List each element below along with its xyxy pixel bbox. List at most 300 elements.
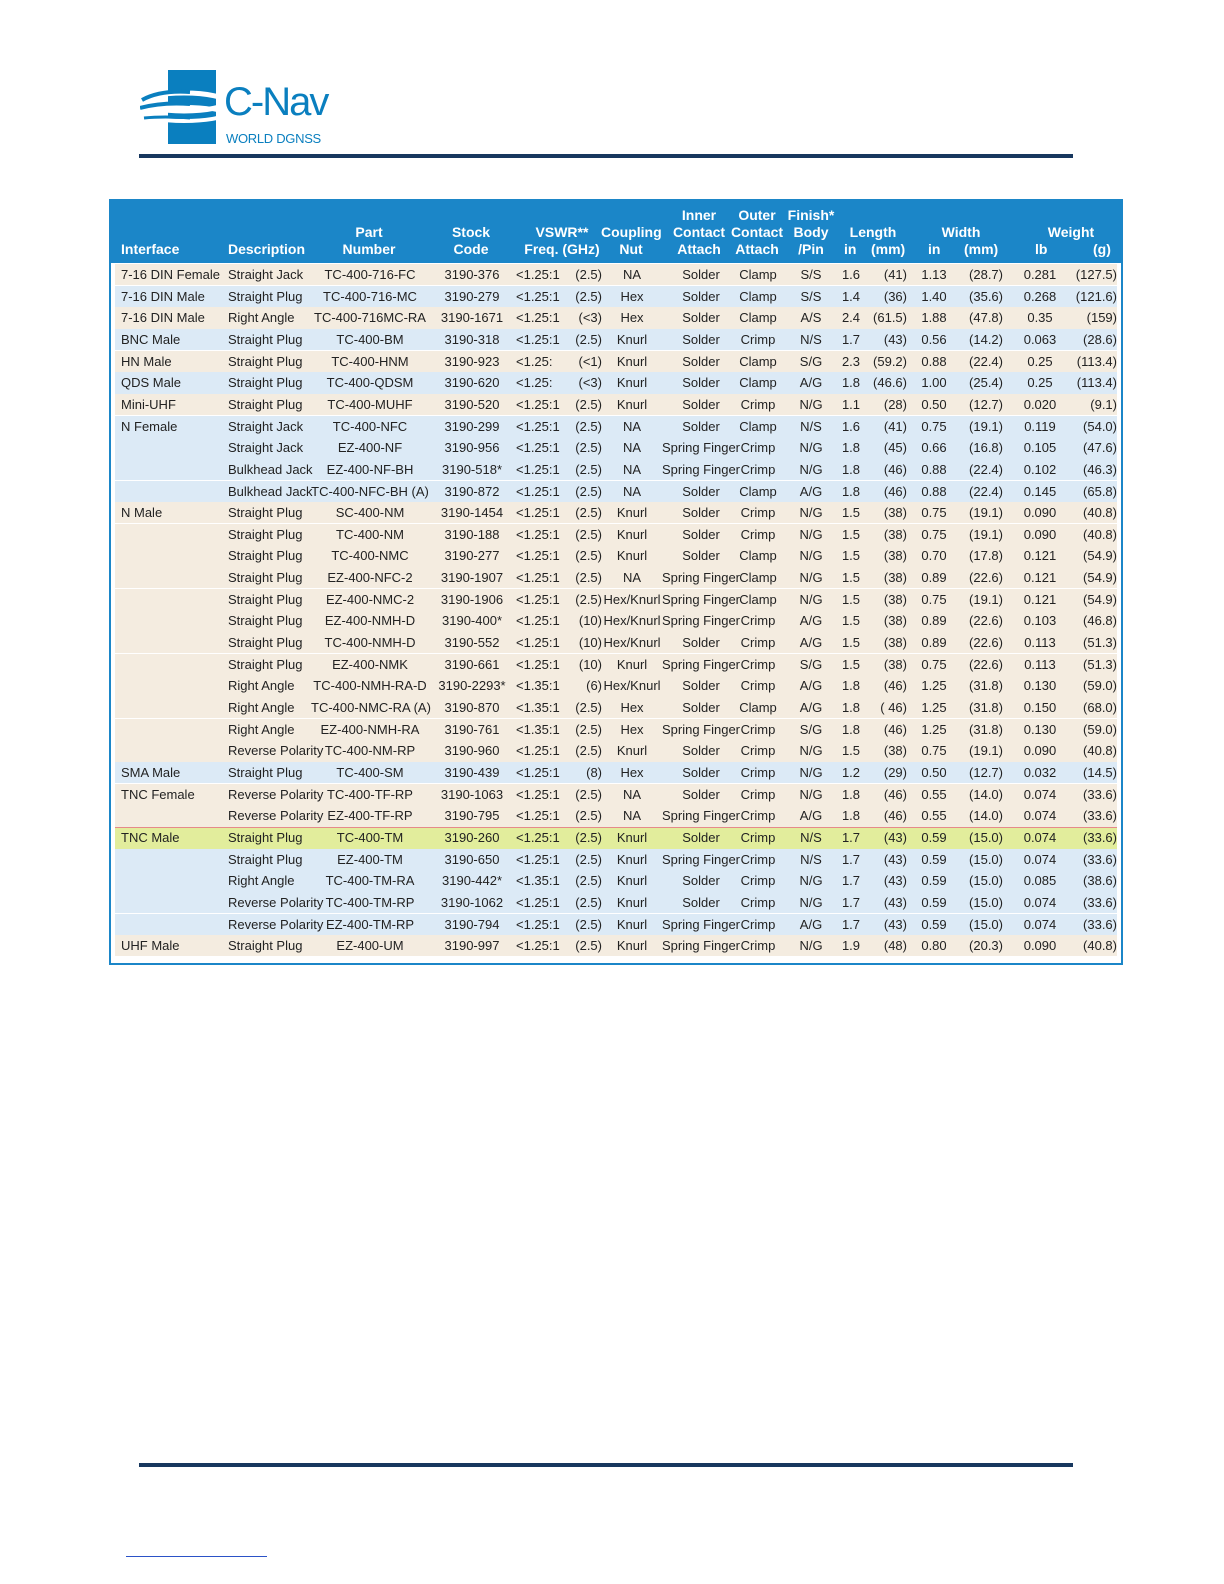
cell-wmm: (28.7) [969, 267, 1003, 282]
cell-nut: NA [622, 461, 642, 477]
cell-wmm: (15.0) [969, 851, 1003, 867]
cell-outer: Crimp [740, 938, 776, 954]
table-row [111, 784, 1121, 806]
cell-outer: Clamp [739, 700, 777, 715]
cell-freq: (2.5) [575, 786, 602, 802]
cell-stock: 3190-1907 [440, 570, 504, 586]
cell-vswr: <1.25:1 [516, 764, 560, 780]
cell-freq: (2.5) [575, 267, 602, 282]
cell-lin: 1.5 [841, 743, 861, 759]
cell-finish: N/G [799, 505, 823, 521]
cell-part: TC-400-NFC [332, 418, 408, 434]
cell-freq: (<3) [578, 310, 602, 326]
cell-iface: N Male [121, 505, 163, 521]
cell-lb: 0.020 [1023, 396, 1057, 412]
cell-g: (33.6) [1083, 894, 1117, 910]
cell-win: 0.89 [921, 635, 947, 651]
cell-stock: 3190-1062 [440, 894, 504, 910]
cell-part: TC-400-SM [336, 764, 404, 780]
cell-wmm: (14.0) [969, 786, 1003, 802]
cell-desc: Straight Plug [228, 570, 303, 586]
header-description: Description [228, 241, 306, 257]
cell-lb: 0.074 [1023, 786, 1057, 802]
cell-outer: Crimp [740, 526, 776, 542]
cell-part: TC-400-NMH-D [324, 635, 416, 651]
cell-inner: Spring Finger [661, 808, 741, 824]
header-inner-contact: Inner Contact Attach [672, 207, 726, 257]
cell-vswr: <1.25:1 [516, 483, 560, 499]
cell-vswr: <1.25:1 [516, 786, 560, 802]
cell-desc: Straight Plug [228, 829, 303, 845]
cell-nut: Knurl [616, 829, 648, 845]
table-row [111, 632, 1121, 654]
cell-lb: 0.074 [1023, 916, 1057, 932]
cell-g: (59.0) [1083, 721, 1117, 737]
cell-freq: (2.5) [575, 894, 602, 910]
cell-inner: Spring Finger [661, 591, 741, 607]
table-row [111, 654, 1121, 676]
cell-nut: Hex/Knurl [603, 635, 661, 651]
cell-wmm: (19.1) [969, 526, 1003, 542]
cell-wmm: (22.4) [969, 353, 1003, 369]
cell-desc: Reverse Polarity [228, 786, 324, 802]
cell-finish: S/G [799, 656, 823, 672]
cell-stock: 3190-400* [442, 613, 502, 629]
cell-freq: (2.5) [575, 916, 602, 932]
cell-wmm: (35.6) [969, 288, 1003, 304]
cell-g: (28.6) [1083, 331, 1117, 347]
cell-lin: 1.7 [841, 916, 861, 932]
cell-finish: N/S [800, 829, 822, 845]
cell-desc: Right Angle [228, 873, 295, 889]
cell-lin: 1.8 [841, 786, 861, 802]
cell-win: 0.59 [921, 873, 947, 889]
cell-lmm: (38) [883, 570, 907, 586]
cell-g: (33.6) [1083, 808, 1117, 824]
cell-outer: Crimp [740, 873, 776, 889]
cell-finish: N/G [799, 526, 823, 542]
cell-part: TC-400-QDSM [326, 375, 414, 391]
cell-vswr: <1.25: [516, 375, 553, 391]
cell-freq: (2.5) [575, 440, 602, 456]
cell-win: 0.75 [921, 656, 947, 672]
cell-inner: Solder [682, 635, 720, 651]
cell-nut: Knurl [616, 916, 648, 932]
cell-win: 0.59 [921, 829, 947, 845]
cell-stock: 3190-376 [444, 267, 500, 282]
cell-desc: Straight Plug [228, 591, 303, 607]
cell-lin: 1.8 [841, 808, 861, 824]
cell-stock: 3190-2293* [438, 678, 506, 694]
cell-nut: Hex [620, 764, 644, 780]
cell-lb: 0.25 [1027, 375, 1053, 391]
cell-lb: 0.25 [1027, 353, 1053, 369]
cell-lmm: (38) [883, 526, 907, 542]
table-row [111, 892, 1121, 914]
cell-iface: 7-16 DIN Male [121, 288, 205, 304]
cell-g: (65.8) [1083, 483, 1117, 499]
cell-nut: NA [622, 570, 642, 586]
table-row [111, 935, 1121, 957]
cell-lmm: (38) [883, 656, 907, 672]
cell-outer: Clamp [739, 288, 777, 304]
cell-g: (46.3) [1083, 461, 1117, 477]
cell-nut: Knurl [616, 548, 648, 564]
cell-g: (54.9) [1083, 570, 1117, 586]
cell-win: 0.88 [921, 483, 947, 499]
cell-g: (9.1) [1090, 396, 1117, 412]
cell-desc: Straight Plug [228, 764, 303, 780]
header-stock: Stock Code [451, 224, 491, 257]
cell-lin: 1.5 [841, 505, 861, 521]
cell-vswr: <1.25:1 [516, 938, 560, 954]
cell-nut: Knurl [616, 743, 648, 759]
cell-vswr: <1.25:1 [516, 288, 560, 304]
cell-win: 0.66 [921, 440, 947, 456]
cell-iface: TNC Female [121, 786, 195, 802]
table-row [111, 545, 1121, 567]
cell-vswr: <1.25:1 [516, 894, 560, 910]
cell-lb: 0.113 [1024, 656, 1056, 672]
cell-finish: N/G [799, 786, 823, 802]
table-row [111, 307, 1121, 329]
cell-part: TC-400-NM [336, 526, 404, 542]
header-weight: Weight [1047, 224, 1095, 240]
cell-lin: 1.7 [841, 894, 861, 910]
cell-part: TC-400-716-FC [324, 267, 416, 282]
cell-finish: N/G [799, 548, 823, 564]
cell-finish: N/G [799, 591, 823, 607]
cell-vswr: <1.25: [516, 353, 553, 369]
header-width-in: in [928, 241, 941, 257]
table-row [111, 719, 1121, 741]
cell-freq: (2.5) [575, 483, 602, 499]
cell-finish: N/G [799, 873, 823, 889]
cell-desc: Straight Plug [228, 613, 303, 629]
cell-nut: Hex [620, 310, 644, 326]
table-row [111, 351, 1121, 373]
cell-lin: 1.6 [841, 418, 861, 434]
cell-outer: Clamp [739, 267, 777, 282]
cell-g: (54.9) [1083, 591, 1117, 607]
cell-freq: (<3) [578, 375, 602, 391]
cell-finish: N/G [799, 894, 823, 910]
cell-part: EZ-400-NFC-2 [327, 570, 413, 586]
cell-inner: Spring Finger [661, 461, 741, 477]
cell-wmm: (12.7) [969, 764, 1003, 780]
cell-inner: Spring Finger [661, 440, 741, 456]
cell-desc: Straight Jack [228, 267, 304, 282]
cell-iface: BNC Male [121, 331, 181, 347]
cell-vswr: <1.25:1 [516, 613, 560, 629]
cell-part: EZ-400-TM [337, 851, 403, 867]
table-row [111, 762, 1121, 784]
cell-iface: Mini-UHF [121, 396, 176, 412]
cell-inner: Solder [682, 505, 720, 521]
cell-lin: 1.8 [841, 483, 861, 499]
cell-freq: (2.5) [575, 700, 602, 715]
cell-lmm: (38) [883, 591, 907, 607]
cell-nut: NA [622, 440, 642, 456]
cell-freq: (2.5) [575, 721, 602, 737]
cell-lin: 1.7 [841, 851, 861, 867]
cell-lb: 0.119 [1024, 418, 1056, 434]
cell-freq: (10) [578, 613, 602, 629]
cell-finish: S/G [799, 353, 823, 369]
cell-finish: S/S [800, 267, 822, 282]
cell-stock: 3190-279 [444, 288, 500, 304]
cell-lin: 1.5 [841, 570, 861, 586]
cell-freq: (2.5) [575, 331, 602, 347]
cell-stock: 3190-923 [444, 353, 500, 369]
cell-lin: 1.7 [841, 873, 861, 889]
cell-nut: NA [622, 267, 642, 282]
cell-outer: Crimp [740, 786, 776, 802]
cell-win: 0.70 [921, 548, 947, 564]
header-length: Length [849, 224, 897, 240]
cell-nut: Knurl [616, 873, 648, 889]
cell-part: EZ-400-NMC-2 [325, 591, 415, 607]
cell-lb: 0.090 [1023, 505, 1057, 521]
cell-win: 1.13 [921, 267, 947, 282]
header-outer-contact: Outer Contact Attach [730, 207, 784, 257]
cell-wmm: (22.6) [969, 570, 1003, 586]
cell-finish: N/G [799, 938, 823, 954]
cell-stock: 3190-520 [444, 396, 500, 412]
cell-freq: (<1) [578, 353, 602, 369]
cell-nut: Knurl [616, 526, 648, 542]
cell-freq: (2.5) [575, 808, 602, 824]
cell-freq: (2.5) [575, 461, 602, 477]
cell-finish: A/G [799, 808, 823, 824]
cell-outer: Crimp [740, 916, 776, 932]
cell-wmm: (31.8) [969, 700, 1003, 715]
cell-part: EZ-400-NF [337, 440, 403, 456]
cell-stock: 3190-620 [444, 375, 500, 391]
cell-wmm: (31.8) [969, 721, 1003, 737]
cell-vswr: <1.25:1 [516, 635, 560, 651]
cell-finish: A/G [799, 375, 823, 391]
table-row [111, 675, 1121, 697]
cell-g: (59.0) [1083, 678, 1117, 694]
cell-freq: (2.5) [575, 851, 602, 867]
cell-desc: Right Angle [228, 678, 295, 694]
cell-finish: N/G [799, 570, 823, 586]
cell-inner: Solder [682, 331, 720, 347]
cell-nut: Knurl [616, 851, 648, 867]
header-rule [139, 154, 1073, 158]
header-length-in: in [844, 241, 857, 257]
cell-outer: Crimp [740, 808, 776, 824]
cell-inner: Spring Finger [661, 570, 741, 586]
cell-lmm: (48) [883, 938, 907, 954]
cell-nut: Knurl [616, 894, 648, 910]
cell-desc: Straight Jack [228, 418, 304, 434]
cell-outer: Crimp [740, 331, 776, 347]
cell-nut: Hex [620, 700, 644, 715]
cell-finish: N/S [800, 418, 822, 434]
cell-lin: 1.6 [841, 267, 861, 282]
cell-outer: Clamp [739, 570, 777, 586]
cell-vswr: <1.25:1 [516, 461, 560, 477]
cell-desc: Straight Jack [228, 440, 304, 456]
cell-inner: Solder [682, 743, 720, 759]
cell-stock: 3190-795 [444, 808, 500, 824]
cell-finish: S/S [800, 288, 822, 304]
cell-freq: (2.5) [575, 829, 602, 845]
cell-wmm: (22.4) [969, 483, 1003, 499]
cell-finish: A/G [799, 483, 823, 499]
header-width: Width [941, 224, 981, 240]
cell-wmm: (19.1) [969, 591, 1003, 607]
cell-inner: Solder [682, 375, 720, 391]
cell-lb: 0.085 [1023, 873, 1057, 889]
cell-stock: 3190-318 [444, 331, 500, 347]
cell-finish: N/S [800, 331, 822, 347]
cell-lmm: (43) [883, 851, 907, 867]
cell-outer: Clamp [739, 591, 777, 607]
table-row [111, 697, 1121, 719]
cell-g: (14.5) [1083, 764, 1117, 780]
cell-stock: 3190-188 [444, 526, 500, 542]
cell-vswr: <1.25:1 [516, 743, 560, 759]
cell-lmm: (46) [883, 461, 907, 477]
cell-stock: 3190-956 [444, 440, 500, 456]
cell-win: 0.55 [921, 786, 947, 802]
cell-lin: 1.5 [841, 591, 861, 607]
cell-wmm: (12.7) [969, 396, 1003, 412]
cell-lin: 1.5 [841, 635, 861, 651]
cell-wmm: (16.8) [969, 440, 1003, 456]
cell-lb: 0.063 [1023, 331, 1057, 347]
cell-lin: 1.5 [841, 548, 861, 564]
cell-vswr: <1.25:1 [516, 851, 560, 867]
cell-desc: Right Angle [228, 721, 295, 737]
cell-wmm: (15.0) [969, 894, 1003, 910]
cell-part: TC-400-BM [336, 331, 404, 347]
cell-stock: 3190-794 [444, 916, 500, 932]
cell-lmm: (41) [883, 267, 907, 282]
cell-outer: Crimp [740, 743, 776, 759]
cell-lb: 0.090 [1023, 526, 1057, 542]
header-interface: Interface [121, 241, 180, 257]
cell-lmm: (46) [883, 678, 907, 694]
cell-finish: A/G [799, 678, 823, 694]
cell-lmm: (38) [883, 548, 907, 564]
cell-nut: Knurl [616, 353, 648, 369]
cell-outer: Crimp [740, 829, 776, 845]
cell-freq: (2.5) [575, 526, 602, 542]
cell-inner: Spring Finger [661, 721, 741, 737]
cell-vswr: <1.25:1 [516, 548, 560, 564]
cell-outer: Crimp [740, 678, 776, 694]
cell-lin: 2.4 [841, 310, 861, 326]
cell-desc: Straight Plug [228, 938, 303, 954]
cell-win: 0.59 [921, 851, 947, 867]
cell-g: (47.6) [1083, 440, 1117, 456]
cell-wmm: (22.4) [969, 461, 1003, 477]
cell-lmm: (43) [883, 894, 907, 910]
cell-nut: Knurl [616, 938, 648, 954]
cell-lmm: (46) [883, 786, 907, 802]
cell-g: (46.8) [1083, 613, 1117, 629]
cell-inner: Solder [682, 786, 720, 802]
table-row [111, 524, 1121, 546]
cell-lin: 1.8 [841, 678, 861, 694]
cell-finish: N/G [799, 440, 823, 456]
cell-lin: 1.7 [841, 829, 861, 845]
cell-freq: (10) [578, 656, 602, 672]
cell-wmm: (31.8) [969, 678, 1003, 694]
cell-nut: NA [622, 418, 642, 434]
cell-win: 0.75 [921, 418, 947, 434]
cell-win: 1.25 [921, 700, 947, 715]
cell-lin: 1.5 [841, 656, 861, 672]
cell-desc: Bulkhead Jack [228, 461, 313, 477]
cell-nut: Knurl [616, 331, 648, 347]
cell-wmm: (22.6) [969, 656, 1003, 672]
cell-nut: NA [622, 786, 642, 802]
cell-finish: A/G [799, 916, 823, 932]
cell-finish: N/G [799, 461, 823, 477]
header-weight-lb: lb [1035, 241, 1048, 257]
cell-freq: (2.5) [575, 743, 602, 759]
cell-lmm: ( 46) [880, 700, 907, 715]
cell-vswr: <1.25:1 [516, 396, 560, 412]
cell-inner: Spring Finger [661, 916, 741, 932]
cell-outer: Clamp [739, 353, 777, 369]
cell-stock: 3190-650 [444, 851, 500, 867]
cell-lin: 1.5 [841, 526, 861, 542]
cell-g: (51.3) [1083, 656, 1117, 672]
cell-outer: Crimp [740, 764, 776, 780]
cell-inner: Solder [682, 829, 720, 845]
cell-part: TC-400-NMH-RA-D [313, 678, 427, 694]
cell-nut: Hex [620, 721, 644, 737]
cell-freq: (2.5) [575, 938, 602, 954]
cell-lb: 0.268 [1023, 288, 1057, 304]
cell-stock: 3190-1906 [440, 591, 504, 607]
cell-inner: Solder [682, 526, 720, 542]
cell-nut: Knurl [616, 396, 648, 412]
cell-part: TC-400-716MC-RA [314, 310, 426, 326]
cell-inner: Solder [682, 548, 720, 564]
cell-vswr: <1.25:1 [516, 829, 560, 845]
cell-vswr: <1.25:1 [516, 570, 560, 586]
table-row [111, 610, 1121, 632]
cell-win: 1.88 [921, 310, 947, 326]
cell-desc: Right Angle [228, 700, 295, 715]
cell-wmm: (19.1) [969, 505, 1003, 521]
cell-desc: Straight Plug [228, 331, 303, 347]
connector-table [109, 199, 1123, 965]
cell-lb: 0.074 [1023, 829, 1057, 845]
cell-outer: Clamp [739, 483, 777, 499]
cell-lin: 1.7 [841, 331, 861, 347]
cell-lmm: (46.6) [873, 375, 907, 391]
cell-outer: Clamp [739, 375, 777, 391]
cell-freq: (2.5) [575, 396, 602, 412]
cell-vswr: <1.25:1 [516, 808, 560, 824]
cell-desc: Reverse Polarity [228, 743, 324, 759]
cell-lmm: (59.2) [873, 353, 907, 369]
cell-desc: Straight Plug [228, 656, 303, 672]
cell-part: TC-400-NFC-BH (A) [311, 483, 429, 499]
cell-g: (113.4) [1076, 375, 1117, 391]
table-row [111, 437, 1121, 459]
cell-outer: Crimp [740, 656, 776, 672]
cell-wmm: (19.1) [969, 418, 1003, 434]
